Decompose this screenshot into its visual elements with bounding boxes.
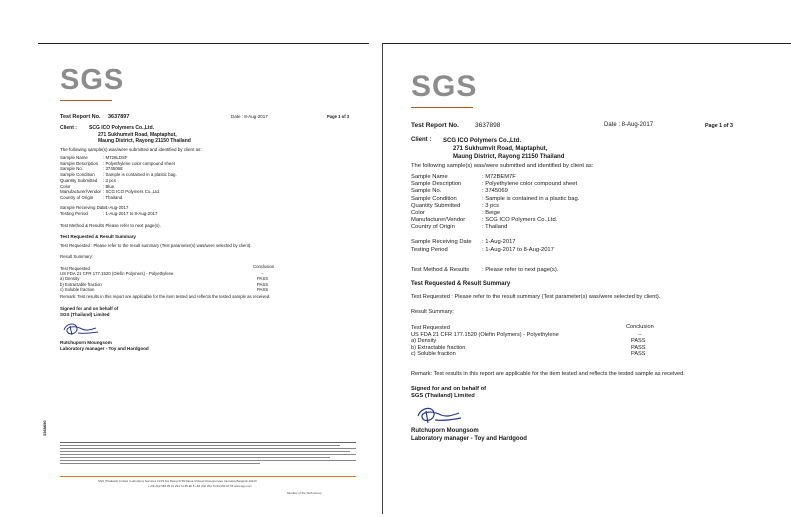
footer-contact: t +66 (0)2 683 05 41 294 74 85-90 8 +66 (0)2 294 74 84 683 07 56 www.sgs.com (148, 484, 252, 488)
intro-text: The following sample(s) was/were submitted and identified by client as: (60, 147, 202, 152)
page-indicator: Page 1 of 3 (705, 123, 733, 129)
client-address: SCG ICO Polymers Co.,Ltd. 271 Sukhumvit Road, Maptaphut, Maung District, Rayong 21150 Thailand (443, 138, 565, 160)
date-fields: Sample Receiving Date: 1-Aug-2017 Testing Period : 1-Aug-2017 to 8-Aug-2017 (60, 205, 158, 216)
report-number-label: Test Report No. (60, 114, 101, 120)
summary-heading: Test Requested & Result Summary (60, 234, 136, 239)
result-table: Test Requested Conclusion US FDA 21 CFR 177.1520 (Olefin Polymers) - Polyethylene -- a) Density PASS b) Extractable fraction PASS c) Soluble fraction PASS (411, 325, 681, 358)
client-address: SCG ICO Polymers Co.,Ltd. 271 Sukhumvit Road, Maptaphut, Maung District, Rayong 21150 Thailand (89, 125, 191, 145)
table-row: b) Extractable fraction PASS (60, 281, 269, 287)
field-row: Sample Description : Polyethylene color compound sheet (60, 160, 176, 166)
result-summary-label: Result Summary: (411, 309, 454, 315)
table-row: US FDA 21 CFR 177.1520 (Olefin Polymers) - Polyethylene -- (60, 271, 264, 277)
table-row: c) Soluble fraction PASS (60, 286, 269, 292)
sample-fields (411, 174, 579, 232)
signature-block: Signed for and on behalf of SGS (Thailand) Limited (411, 386, 487, 399)
requested-text: Test Requested : Please refer to the result summary (Test parameter(s) was/were selected by client). (60, 243, 252, 248)
fine-print (60, 442, 356, 464)
sample-fields (60, 155, 177, 201)
result-summary-label: Result Summary: (60, 254, 93, 259)
remark-text: Remark: Test results in this report are applicable for the item tested and reflects the tested sample as received. (60, 294, 271, 299)
table-row: US FDA 21 CFR 177.1520 (Olefin Polymers) - Polyethylene -- (411, 331, 642, 338)
field-row: Sample Condition : Sample is contained in a plastic bag. (60, 172, 177, 178)
remark-text: Remark: Test results in this report are applicable for the item tested and reflects the tested sample as received. (411, 371, 685, 377)
requested-text: Test Requested : Please refer to the result summary (Test parameter(s) was/were selected by client). (411, 294, 661, 300)
field-row: Sample Name : M728LDSF (60, 155, 128, 160)
result-table: Test Requested Conclusion US FDA 21 CFR 177.1520 (Olefin Polymers) - Polyethylene -- a) Density PASS b) Extractable fraction PASS c) Soluble fraction PASS (60, 266, 290, 292)
field-row: Sample No. : 3745069 (411, 188, 508, 195)
signer: Rutchuporn Moungsom Laboratory manager - Toy and Hardgood (60, 340, 149, 351)
field-row: Quantity Submitted : 3 pcs (60, 177, 116, 183)
signature-image (413, 404, 465, 426)
method-row: Test Method & Results : Please refer to next page(s). (411, 267, 559, 273)
field-row: Sample Description : Polyethylene color compound sheet (411, 181, 578, 188)
side-number: 3368650 (42, 420, 47, 436)
footer-rule (60, 476, 356, 477)
table-row: c) Soluble fraction PASS (411, 351, 646, 358)
field-row: Country of Origin : Thailand (411, 224, 508, 231)
field-row: Manufacturer/Vendor : SCG ICO Polymers Co.,Ltd. (411, 217, 558, 224)
footer-member: Member of the SGS Group (287, 491, 322, 495)
report-date: Date : 8-Aug-2017 (604, 122, 654, 128)
report-number-label: Test Report No. (411, 122, 459, 129)
field-row: Color : Beige (411, 210, 501, 217)
field-row: Sample Condition : Sample is contained in a plastic bag. (411, 195, 580, 202)
report-number: 3637897 (108, 114, 130, 120)
table-row: b) Extractable fraction PASS (411, 344, 646, 351)
client-label: Client : (411, 137, 432, 143)
page-indicator: Page 1 of 3 (327, 114, 350, 119)
table-row: a) Density PASS (411, 338, 646, 345)
field-row: Country of Origin : Thailand (60, 194, 123, 200)
field-row: Quantity Submitted : 3 pcs (411, 202, 500, 209)
signature-block: Signed for and on behalf of SGS (Thailand) Limited (60, 306, 119, 317)
method-row: Test Method & Results: Please refer to next page(s). (60, 223, 161, 228)
table-row: a) Density PASS (60, 276, 269, 282)
intro-text: The following sample(s) was/were submitted and identified by client as: (411, 163, 594, 169)
report-date: Date : 8-Aug-2017 (231, 114, 268, 119)
date-fields: Sample Receiving Date : 1-Aug-2017 Testing Period : 1-Aug-2017 to 8-Aug-2017 (411, 239, 554, 253)
report-number: 3637898 (475, 122, 501, 129)
field-row: Manufacturer/Vendor : SCG ICO Polymers Co.,Ltd. (60, 189, 161, 195)
signature-image (60, 320, 102, 338)
sgs-logo: SGS (60, 64, 124, 97)
summary-heading: Test Requested & Result Summary (411, 281, 511, 287)
field-row: Color : Blue (60, 183, 115, 189)
footer-address: SGS (Thailand) Limited | Laboratory Services 41/23 Soi Rama III 59 Rama III Road Chongnonsee Yannawa Bangkok 10120 (98, 479, 257, 483)
signer: Rutchuporn Moungsom Laboratory manager - Toy and Hardgood (411, 428, 527, 442)
field-row: Sample No. : 3745068 (60, 166, 123, 172)
report-page-1 (38, 43, 369, 514)
field-row: Sample Name : M72BEM7F (411, 174, 516, 180)
report-page-2 (382, 43, 791, 514)
sgs-logo: SGS (411, 70, 477, 104)
client-label: Client : (60, 125, 77, 131)
